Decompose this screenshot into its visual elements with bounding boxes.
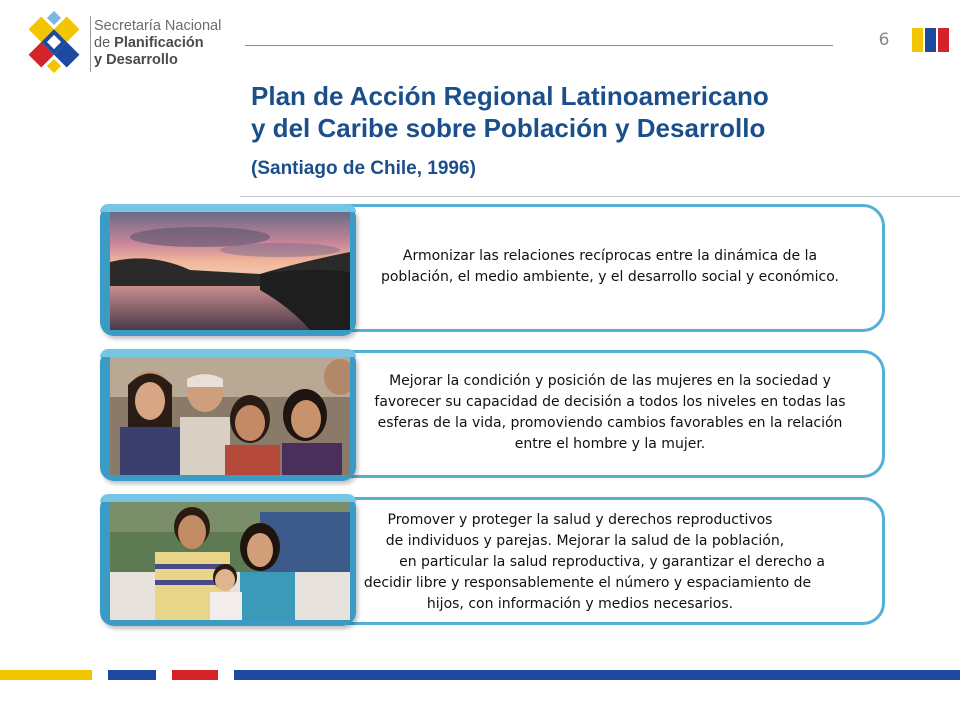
item-text-2 <box>340 371 880 455</box>
logo <box>22 10 222 80</box>
footer-bar-yellow <box>0 670 92 680</box>
page-subtitle: (Santiago de Chile, 1996) <box>251 158 476 179</box>
logo-line-1: Secretaría Nacional <box>94 18 222 34</box>
logo-line-2 <box>94 35 221 52</box>
item-2-line-4: entre el hombre y la mujer. <box>514 436 706 452</box>
item-text-1 <box>340 246 880 288</box>
item-3-line-2: de individuos y parejas. Mejorar la salud de la población, <box>385 533 785 549</box>
header-divider <box>245 45 833 46</box>
item-text-3 <box>340 510 880 615</box>
item-3-line-4: decidir libre y responsablemente el número y espaciamiento de <box>363 575 812 591</box>
item-2-line-3: esferas de la vida, promoviendo cambios favorables en la relación <box>377 415 843 431</box>
footer-bar-red <box>172 670 218 680</box>
logo-line-2-bold: Planificación <box>114 35 204 51</box>
footer-bar-blue-long <box>234 670 960 680</box>
flag-stripe-yellow <box>912 28 923 52</box>
footer-bar-blue-short <box>108 670 156 680</box>
logo-line-3: y Desarrollo <box>94 52 178 68</box>
logo-divider <box>90 16 91 72</box>
logo-line-2-prefix: de <box>94 35 111 51</box>
item-3-line-5: hijos, con información y medios necesarios. <box>426 596 734 612</box>
page-title <box>251 80 769 144</box>
flag-stripe-red <box>938 28 949 52</box>
flag-stripe-blue <box>925 28 936 52</box>
item-2-line-1: Mejorar la condición y posición de las mujeres en la sociedad y <box>389 373 831 389</box>
item-1-line-2: población, el medio ambiente, y el desarrollo social y económico. <box>380 269 839 285</box>
women-group-image <box>110 357 350 475</box>
page-number: 6 <box>878 30 890 50</box>
logo-text <box>94 18 221 69</box>
logo-emblem-icon <box>22 10 86 74</box>
title-line-1: Plan de Acción Regional Latinoamericano <box>251 81 769 111</box>
river-sunset-image <box>110 212 350 330</box>
title-divider <box>240 196 960 197</box>
title-line-2: y del Caribe sobre Población y Desarrollo <box>251 113 766 143</box>
item-3-line-3: en particular la salud reproductiva, y garantizar el derecho a <box>399 554 825 570</box>
item-3-line-1: Promover y proteger la salud y derechos reproductivos <box>387 512 773 528</box>
item-2-line-2: favorecer su capacidad de decisión a todos los niveles en todas las <box>374 394 846 410</box>
item-1-line-1: Armonizar las relaciones recíprocas entre la dinámica de la <box>402 248 818 264</box>
